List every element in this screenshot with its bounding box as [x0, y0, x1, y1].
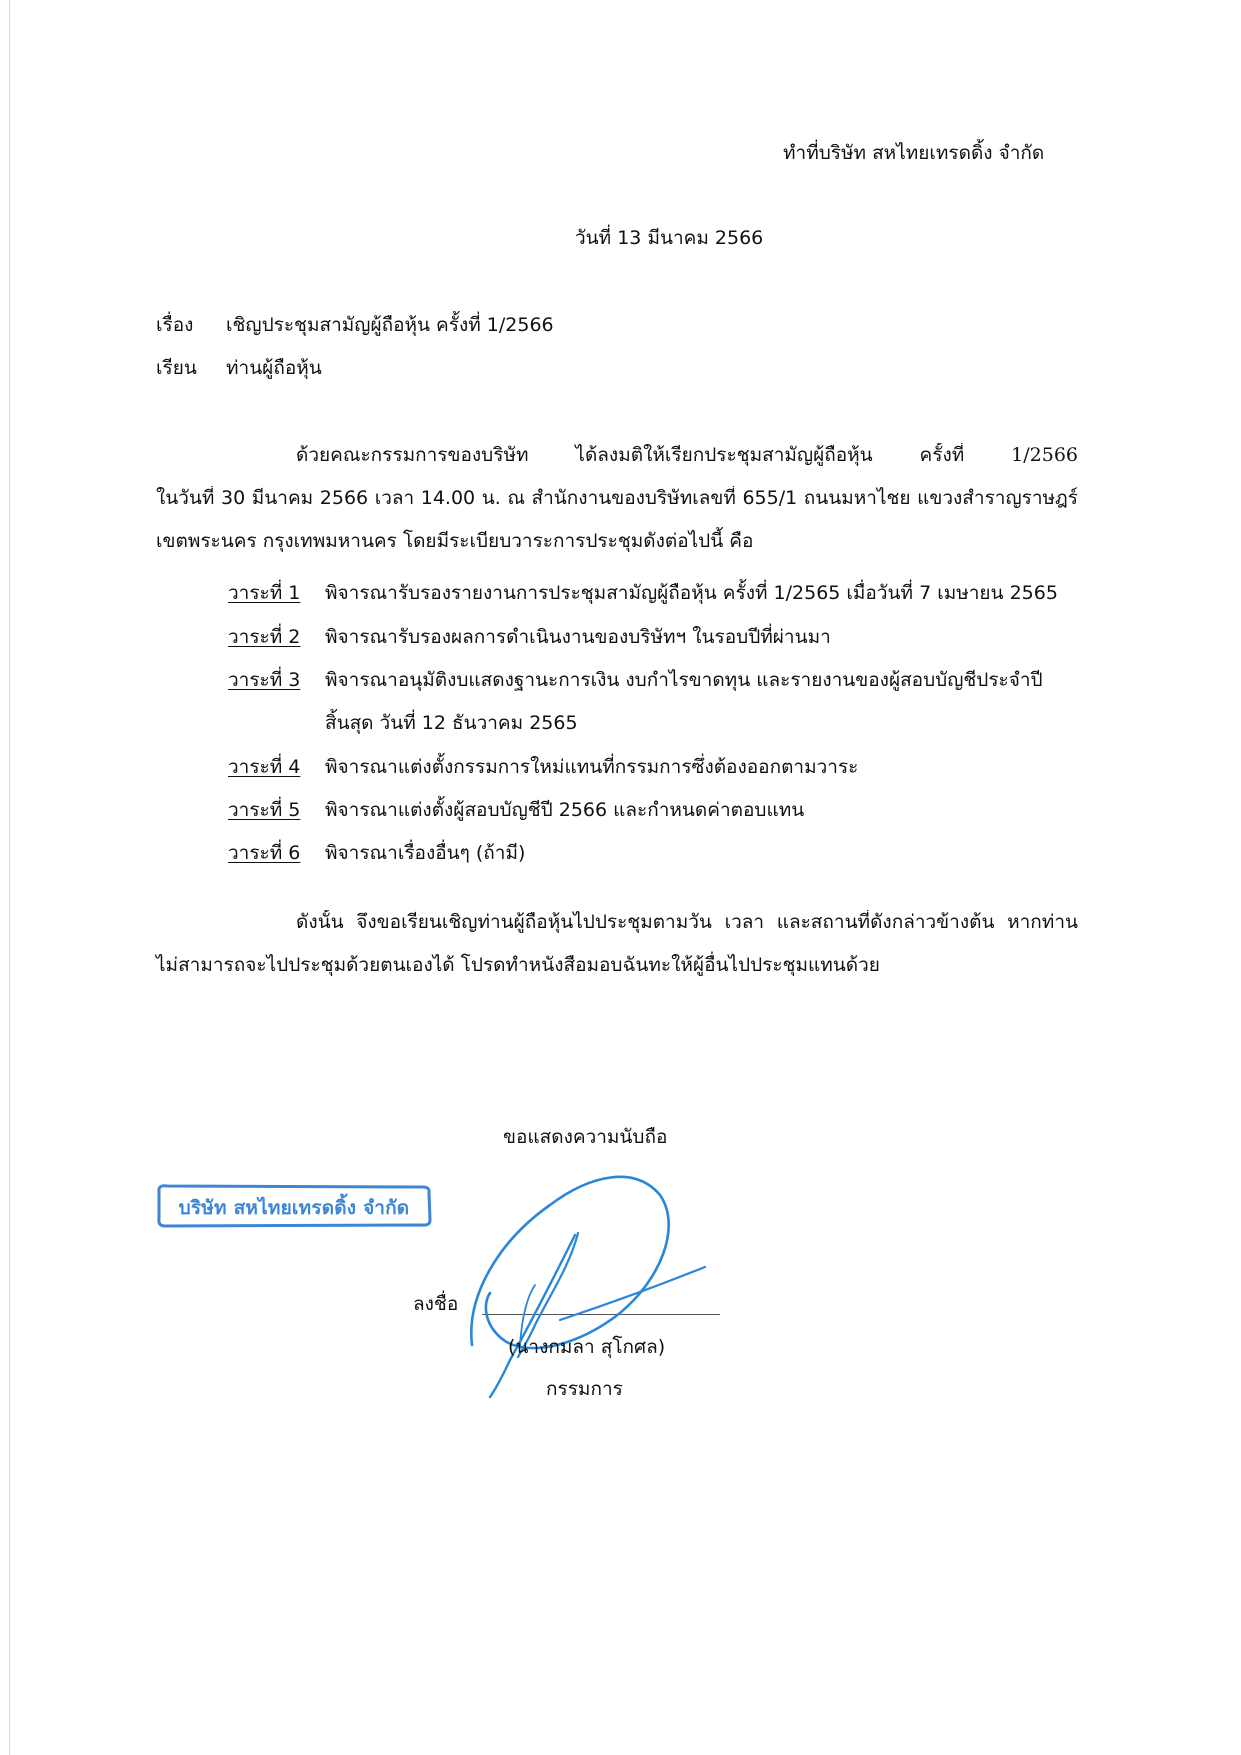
company-stamp	[155, 1183, 433, 1229]
regards-text: ขอแสดงความนับถือ	[503, 1126, 668, 1148]
recipient-label: เรียน	[156, 357, 197, 379]
subject-text: เชิญประชุมสามัญผู้ถือหุ้น ครั้งที่ 1/2566	[226, 314, 554, 336]
signer-name: (นางกมลา สุโกศล)	[508, 1336, 666, 1358]
agenda-text-1: พิจารณารับรองรายงานการประชุมสามัญผู้ถือหุ้น ครั้งที่ 1/2565 เมื่อวันที่ 7 เมษายน 2565	[325, 582, 1058, 604]
closing-line-2: ไม่สามารถจะไปประชุมด้วยตนเองได้ โปรดทำหนังสือมอบฉันทะให้ผู้อื่นไปประชุมแทนด้วย	[156, 954, 880, 976]
sign-label: ลงชื่อ	[413, 1293, 459, 1315]
agenda-text-3: พิจารณาอนุมัติงบแสดงฐานะการเงิน งบกำไรขาดทุน และรายงานของผู้สอบบัญชีประจำปี	[325, 669, 1043, 691]
recipient-text: ท่านผู้ถือหุ้น	[226, 357, 322, 379]
agenda-label-1: วาระที่ 1	[228, 582, 301, 604]
subject-label: เรื่อง	[156, 314, 194, 336]
agenda-label-2: วาระที่ 2	[228, 626, 301, 648]
agenda-label-4: วาระที่ 4	[228, 756, 301, 778]
signer-position: กรรมการ	[546, 1378, 623, 1400]
scan-edge-line	[9, 0, 10, 1755]
stamp-text: บริษัท สหไทยเทรดดิ้ง จำกัด	[178, 1197, 410, 1219]
agenda-label-6: วาระที่ 6	[228, 842, 301, 864]
agenda-text-4: พิจารณาแต่งตั้งกรรมการใหม่แทนที่กรรมการซึ่งต้องออกตามวาระ	[325, 756, 859, 778]
intro-line-2: ในวันที่ 30 มีนาคม 2566 เวลา 14.00 น. ณ สำนักงานของบริษัทเลขที่ 655/1 ถนนมหาไชย แขวงสำราญราษฎร์	[156, 487, 1078, 509]
agenda-text-3-cont: สิ้นสุด วันที่ 12 ธันวาคม 2565	[325, 712, 578, 734]
agenda-label-3: วาระที่ 3	[228, 669, 301, 691]
agenda-label-5: วาระที่ 5	[228, 799, 301, 821]
letter-date: วันที่ 13 มีนาคม 2566	[575, 227, 764, 249]
company-address: ทำที่บริษัท สหไทยเทรดดิ้ง จำกัด	[783, 142, 1045, 164]
agenda-text-2: พิจารณารับรองผลการดำเนินงานของบริษัทฯ ในรอบปีที่ผ่านมา	[325, 626, 831, 648]
agenda-text-5: พิจารณาแต่งตั้งผู้สอบบัญชีปี 2566 และกำหนดค่าตอบแทน	[325, 799, 805, 821]
intro-line-1: ด้วยคณะกรรมการของบริษัท ได้ลงมติให้เรียกประชุมสามัญผู้ถือหุ้น ครั้งที่ 1/2566	[296, 444, 1078, 466]
handwritten-signature	[460, 1145, 720, 1405]
closing-line-1: ดังนั้น จึงขอเรียนเชิญท่านผู้ถือหุ้นไปประชุมตามวัน เวลา และสถานที่ดังกล่าวข้างต้น หากท่าน	[296, 911, 1078, 933]
intro-line-3: เขตพระนคร กรุงเทพมหานคร โดยมีระเบียบวาระการประชุมดังต่อไปนี้ คือ	[156, 530, 754, 552]
agenda-text-6: พิจารณาเรื่องอื่นๆ (ถ้ามี)	[325, 842, 526, 864]
